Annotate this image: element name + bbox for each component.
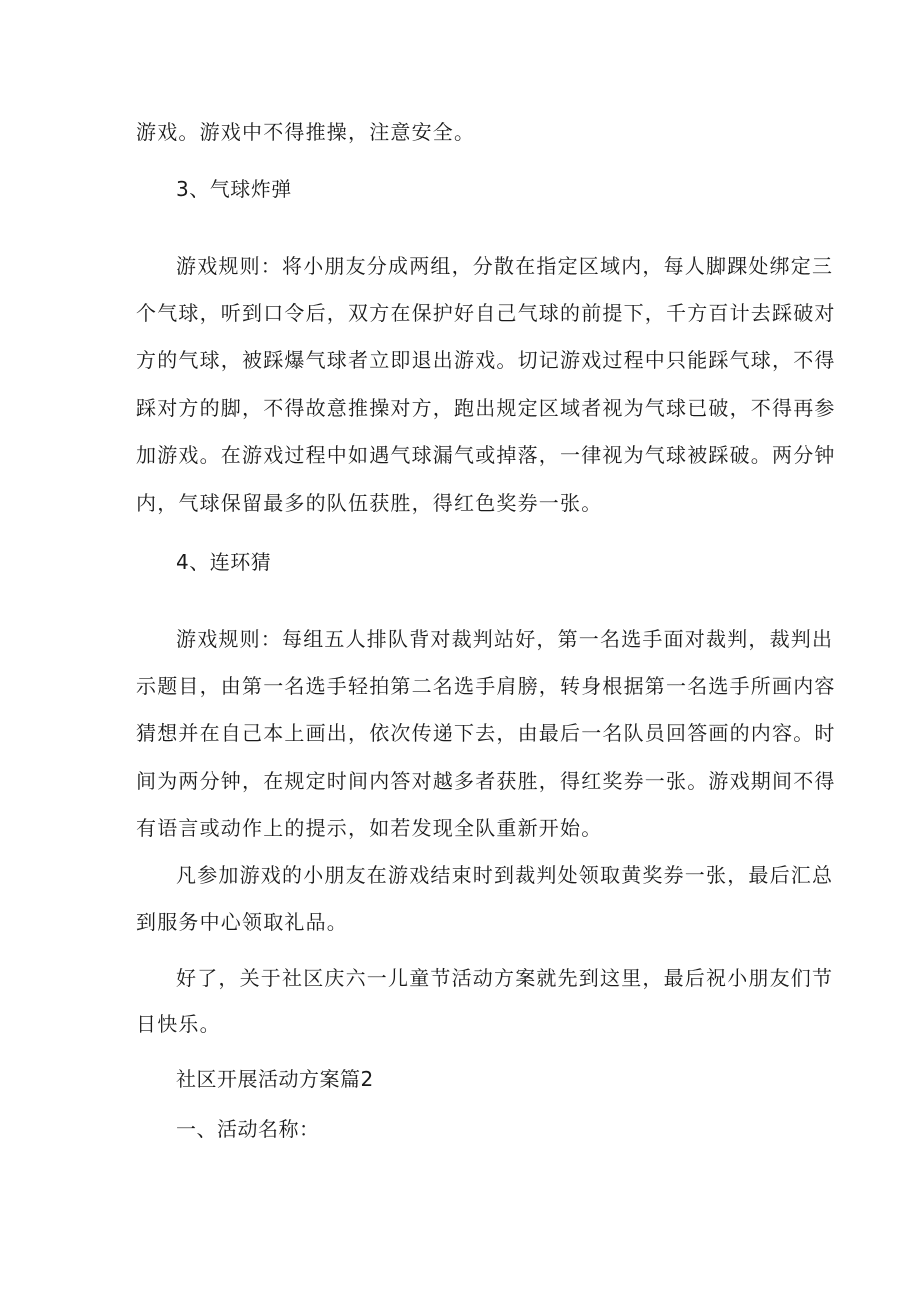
paragraph-line: 踩对方的脚，不得故意推操对方，跑出规定区域者视为气球已破，不得再参 bbox=[136, 396, 836, 420]
paragraph-line: 猜想并在自己本上画出，依次传递下去，由最后一名队员回答画的内容。时 bbox=[136, 721, 836, 745]
paragraph-line: 方的气球，被踩爆气球者立即退出游戏。切记游戏过程中只能踩气球，不得 bbox=[136, 348, 836, 372]
article-title: 社区开展活动方案篇2 bbox=[176, 1067, 374, 1091]
paragraph-line: 个气球，听到口令后，双方在保护好自己气球的前提下，千方百计去踩破对 bbox=[136, 301, 836, 325]
paragraph-line: 示题目，由第一名选手轻拍第二名选手肩膀，转身根据第一名选手所画内容 bbox=[136, 674, 836, 698]
paragraph-line: 有语言或动作上的提示，如若发现全队重新开始。 bbox=[136, 816, 603, 840]
paragraph-line: 凡参加游戏的小朋友在游戏结束时到裁判处领取黄奖券一张，最后汇总 bbox=[176, 863, 834, 887]
section-heading-chain-guess: 4、连环猜 bbox=[176, 550, 272, 574]
paragraph-line: 到服务中心领取礼品。 bbox=[136, 910, 348, 934]
paragraph-line: 加游戏。在游戏过程中如遇气球漏气或掉落，一律视为气球被踩破。两分钟 bbox=[136, 443, 836, 467]
paragraph-line: 好了，关于社区庆六一儿童节活动方案就先到这里，最后祝小朋友们节 bbox=[176, 966, 834, 990]
paragraph-line: 内，气球保留最多的队伍获胜，得红色奖券一张。 bbox=[136, 491, 603, 515]
paragraph-line: 游戏规则：每组五人排队背对裁判站好，第一名选手面对裁判，裁判出 bbox=[176, 627, 834, 651]
paragraph-line: 游戏规则：将小朋友分成两组，分散在指定区域内，每人脚踝处绑定三 bbox=[176, 254, 834, 278]
section-heading-balloon-bomb: 3、气球炸弹 bbox=[176, 177, 292, 201]
paragraph-line: 间为两分钟，在规定时间内答对越多者获胜，得红奖券一张。游戏期间不得 bbox=[136, 769, 836, 793]
section-heading-activity-name: 一、活动名称： bbox=[176, 1117, 320, 1141]
paragraph-line: 日快乐。 bbox=[136, 1012, 221, 1036]
paragraph-line: 游戏。游戏中不得推操，注意安全。 bbox=[136, 120, 476, 144]
